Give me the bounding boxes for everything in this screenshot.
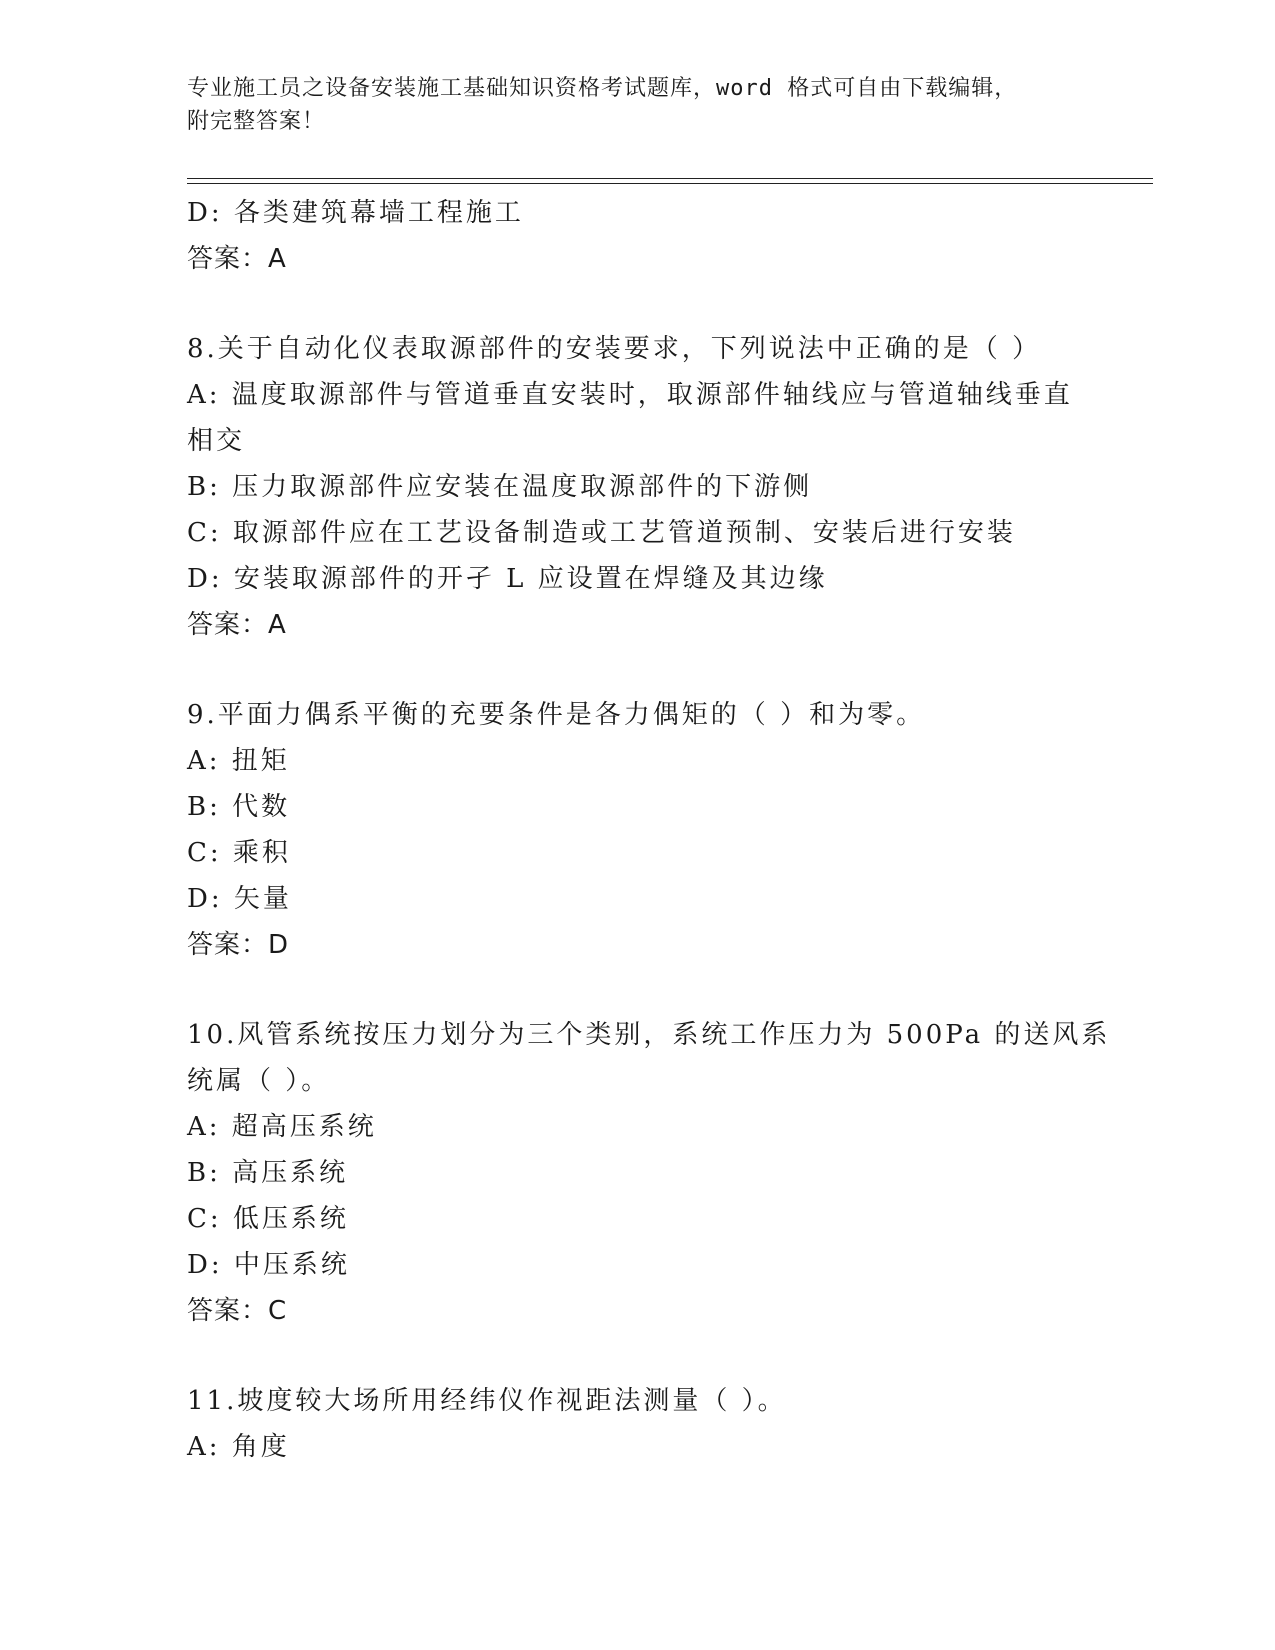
document-header [187, 72, 1087, 138]
option-d: D: 中压系统 [187, 1250, 350, 1280]
option-a: A: 角度 [187, 1432, 290, 1462]
option-a: A: 超高压系统 [187, 1112, 377, 1142]
answer-line: 答案：A [187, 610, 287, 640]
question-stem: 9.平面力偶系平衡的充要条件是各力偶矩的（ ）和为零。 [187, 700, 926, 730]
option-a-continued: 相交 [187, 426, 246, 456]
question-content [187, 190, 1147, 1470]
option-a: A: 扭矩 [187, 746, 290, 776]
answer-line: 答案：C [187, 1296, 288, 1326]
option-b: B: 压力取源部件应安装在温度取源部件的下游侧 [187, 472, 813, 502]
option-b: B: 高压系统 [187, 1158, 349, 1188]
question-8 [187, 326, 1147, 648]
header-divider-top [187, 178, 1153, 179]
option-c: C: 乘积 [187, 838, 291, 868]
option-d: D: 矢量 [187, 884, 292, 914]
option-a: A: 温度取源部件与管道垂直安装时，取源部件轴线应与管道轴线垂直 [187, 380, 1073, 410]
answer-line: 答案：A [187, 244, 287, 274]
question-stem: 11.坡度较大场所用经纬仪作视距法测量（ ）。 [187, 1386, 787, 1416]
header-line-1: 专业施工员之设备安装施工基础知识资格考试题库，word 格式可自由下载编辑， [187, 76, 1018, 101]
question-11 [187, 1378, 1147, 1470]
header-line-2: 附完整答案！ [187, 109, 326, 134]
question-9 [187, 692, 1147, 968]
answer-line: 答案：D [187, 930, 290, 960]
previous-question-tail [187, 190, 1147, 282]
question-stem-continued: 统属（ ）。 [187, 1066, 331, 1096]
option-d: D: 各类建筑幕墙工程施工 [187, 198, 524, 228]
option-b: B: 代数 [187, 792, 291, 822]
question-stem: 8.关于自动化仪表取源部件的安装要求，下列说法中正确的是（ ） [187, 334, 1042, 364]
option-d: D: 安装取源部件的开孑 L 应设置在焊缝及其边缘 [187, 564, 828, 594]
question-10 [187, 1012, 1147, 1334]
option-c: C: 低压系统 [187, 1204, 349, 1234]
question-stem: 10.风管系统按压力划分为三个类别，系统工作压力为 500Pa 的送风系 [187, 1020, 1111, 1050]
option-c: C: 取源部件应在工艺设备制造或工艺管道预制、安装后进行安装 [187, 518, 1016, 548]
header-divider-bottom [187, 183, 1153, 184]
